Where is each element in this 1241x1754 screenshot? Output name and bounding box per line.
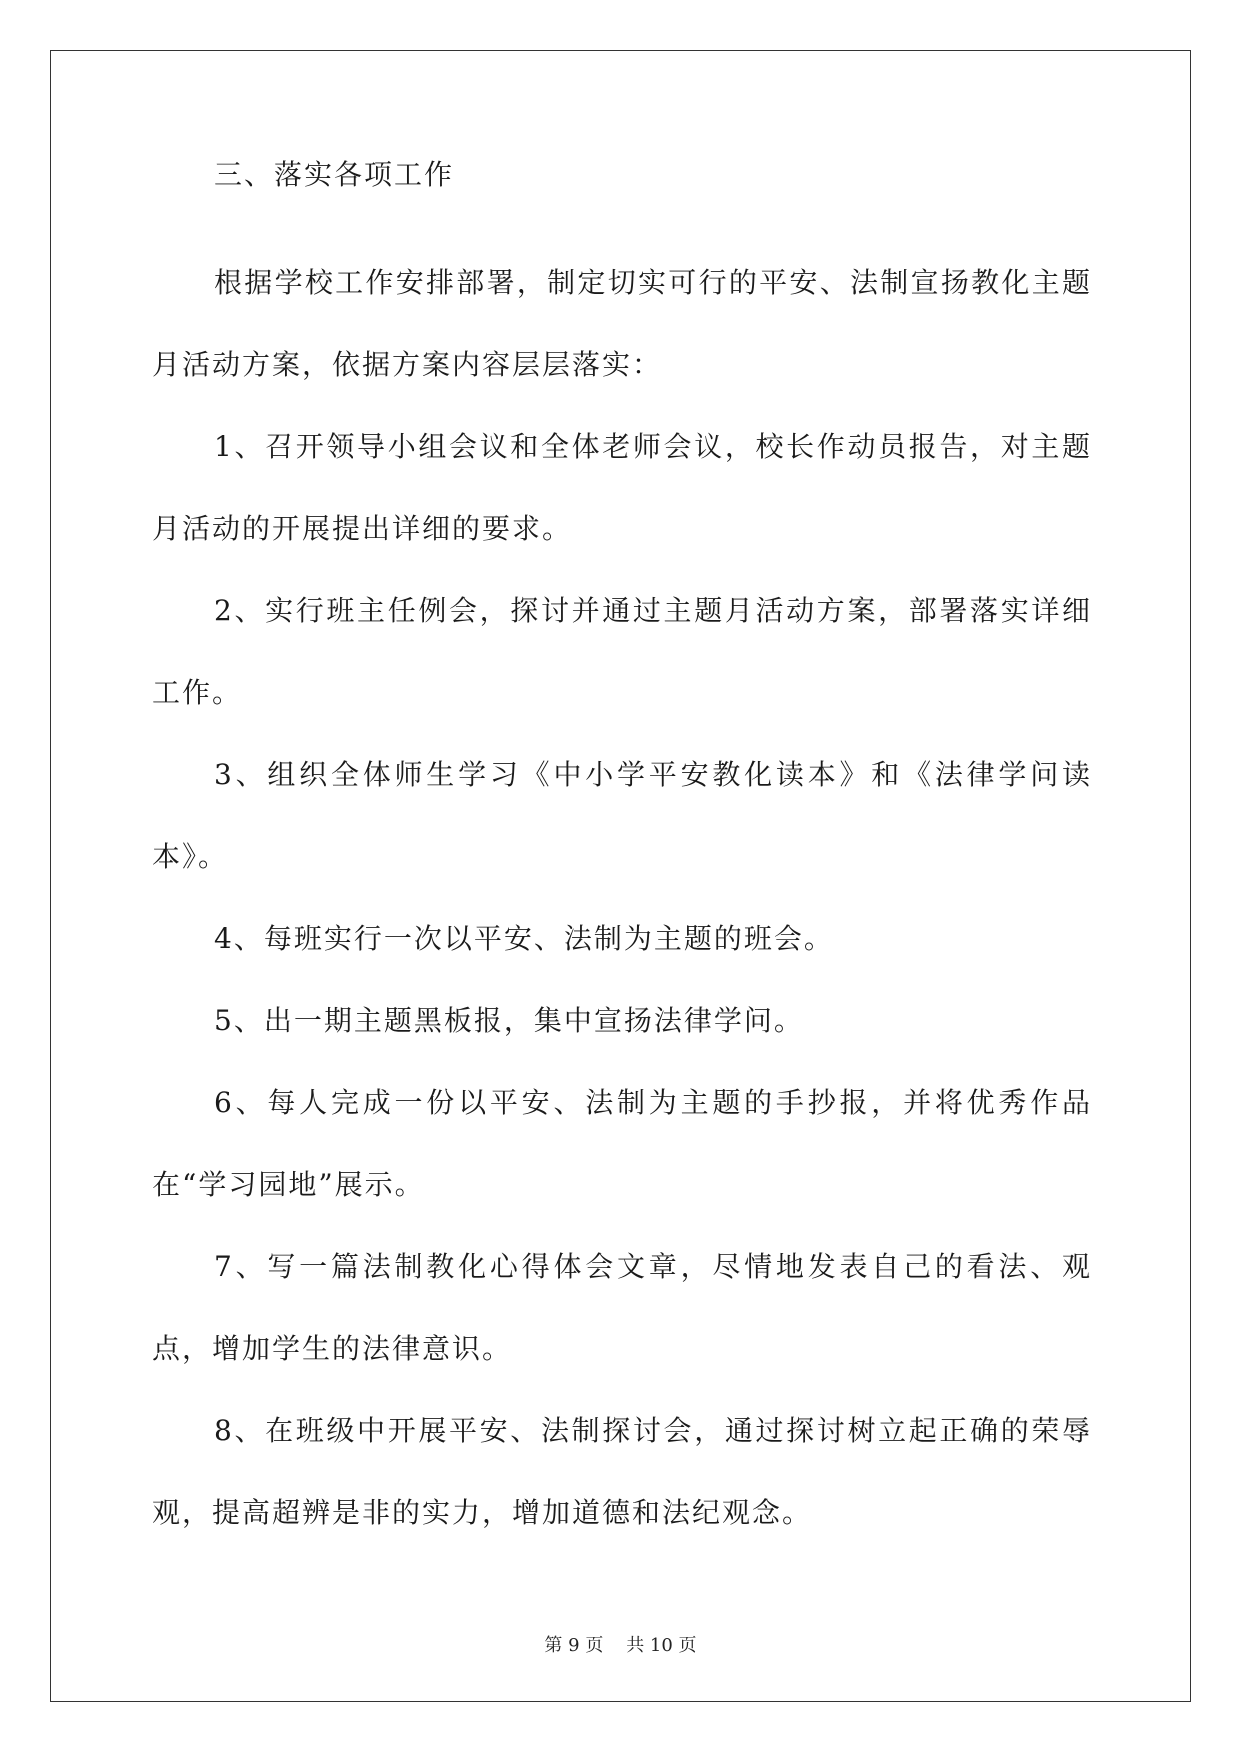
document-body (152, 160, 1092, 1554)
paragraph-item-1: 1、召开领导小组会议和全体老师会议，校长作动员报告，对主题月活动的开展提出详细的要求。 (152, 430, 1092, 545)
paragraph-item-2: 2、实行班主任例会，探讨并通过主题月活动方案，部署落实详细工作。 (152, 594, 1092, 709)
paragraph-item-8: 8、在班级中开展平安、法制探讨会，通过探讨树立起正确的荣辱观，提高超辨是非的实力，增加道德和法纪观念。 (152, 1414, 1092, 1529)
section-heading: 三、落实各项工作 (214, 158, 455, 191)
page-number-footer: 第 9 页 共 10 页 (544, 1635, 697, 1656)
paragraph-item-6: 6、每人完成一份以平安、法制为主题的手抄报，并将优秀作品在“学习园地”展示。 (152, 1086, 1092, 1201)
paragraph-item-7: 7、写一篇法制教化心得体会文章，尽情地发表自己的看法、观点，增加学生的法律意识。 (152, 1250, 1092, 1365)
paragraph-item-4: 4、每班实行一次以平安、法制为主题的班会。 (214, 922, 834, 955)
paragraph-intro: 根据学校工作安排部署，制定切实可行的平安、法制宣扬教化主题月活动方案，依据方案内容层层落实： (152, 266, 1092, 381)
paragraph-item-3: 3、组织全体师生学习《中小学平安教化读本》和《法律学问读本》。 (152, 758, 1092, 873)
paragraph-item-5: 5、出一期主题黑板报，集中宣扬法律学问。 (214, 1004, 804, 1037)
